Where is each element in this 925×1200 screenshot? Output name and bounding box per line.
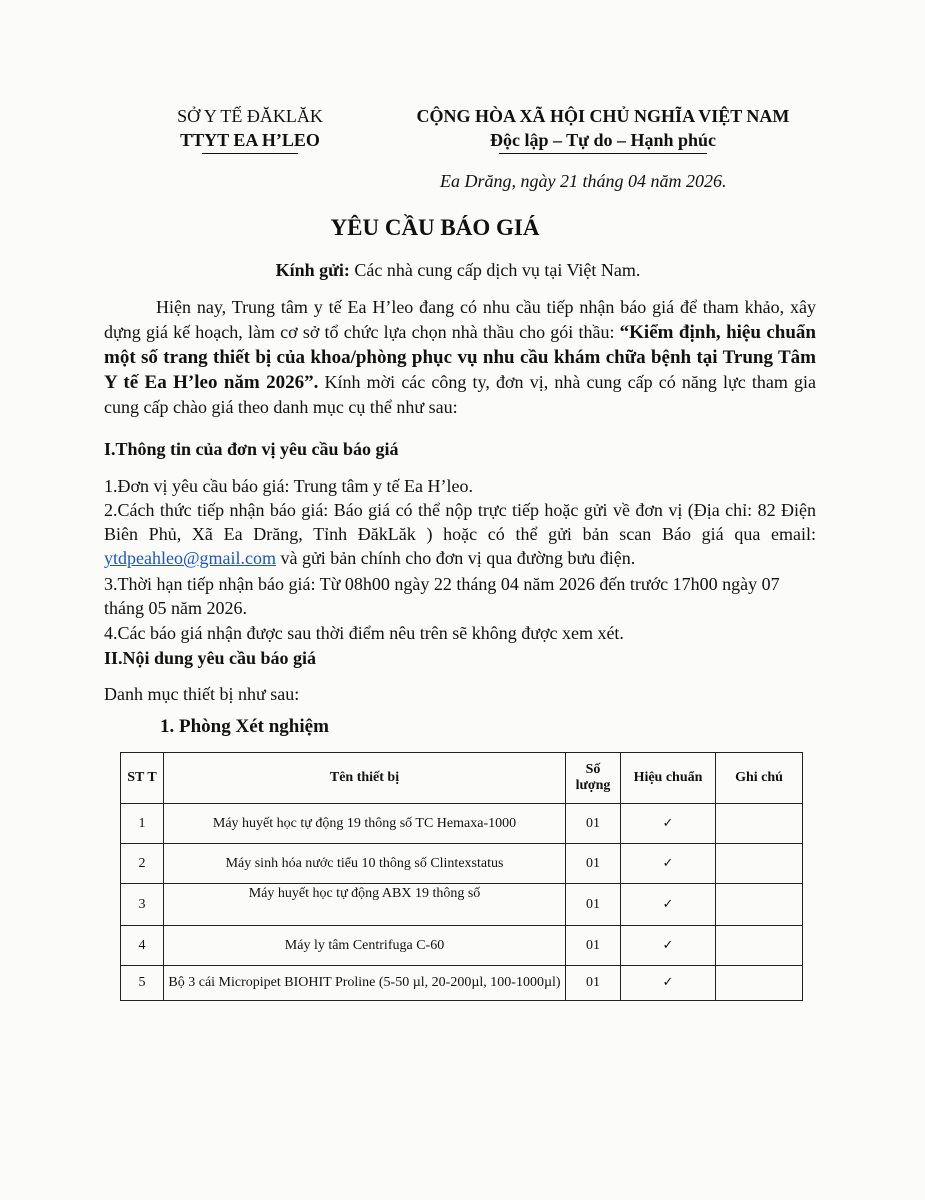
row-qty: 01 — [566, 926, 621, 966]
table-row — [121, 926, 803, 966]
addressee-label: Kính gửi: — [275, 260, 350, 280]
issuer-underline — [202, 153, 298, 154]
row-name: Máy ly tâm Centrifuga C-60 — [164, 926, 566, 966]
row-note — [716, 804, 803, 844]
row-name: Máy huyết học tự động 19 thông số TC Hemaxa-1000 — [164, 804, 566, 844]
intro-part1: Hiện nay, Trung tâm y tế Ea H’leo đang có nhu cầu tiếp nhận báo giá để tham khảo, xây dựng giá kế hoạch, làm cơ sở tổ chức lựa chọn nhà thầu cho gói thầu: — [104, 297, 816, 342]
row-name: Máy huyết học tự động ABX 19 thông số — [164, 884, 566, 926]
addressee — [0, 260, 916, 281]
row-stt: 1 — [121, 804, 164, 844]
row-stt: 3 — [121, 884, 164, 926]
row-name: Máy sinh hóa nước tiểu 10 thông số Clintexstatus — [164, 844, 566, 884]
document-date: Ea Drăng, ngày 21 tháng 04 năm 2026. — [440, 171, 727, 191]
row-note — [716, 966, 803, 1001]
section1-item3: 3.Thời hạn tiếp nhận báo giá: Từ 08h00 ngày 22 tháng 04 năm 2026 đến trước 17h00 ngày 07 tháng 05 năm 2026. — [104, 574, 780, 618]
col-stt: ST T — [121, 753, 164, 804]
intro-part2: Kính mời các công ty, đơn vị, nhà cung cấp có năng lực tham gia cung cấp chào giá theo danh mục cụ thể như sau: — [104, 372, 816, 417]
col-note: Ghi chú — [716, 753, 803, 804]
item2-tail: và gửi bản chính cho đơn vị qua đường bưu điện. — [276, 548, 636, 568]
issuer-department: SỞ Y TẾ ĐĂKLĂK — [177, 106, 323, 126]
section1-item2 — [104, 498, 816, 570]
section1-heading: I.Thông tin của đơn vị yêu cầu báo giá — [104, 439, 399, 459]
lab-subheading: 1. Phòng Xét nghiệm — [160, 716, 329, 737]
addressee-text: Các nhà cung cấp dịch vụ tại Việt Nam. — [349, 260, 641, 280]
section1-item4: 4.Các báo giá nhận được sau thời điểm nêu trên sẽ không được xem xét. — [104, 623, 624, 643]
national-header — [378, 104, 828, 154]
issuer-center: TTYT EA H’LEO — [180, 130, 320, 150]
row-qty: 01 — [566, 884, 621, 926]
row-note — [716, 884, 803, 926]
row-qty: 01 — [566, 804, 621, 844]
package-name: “Kiểm định, hiệu chuẩn một số trang thiết bị của khoa/phòng phục vụ nhu cầu khám chữa bệnh tại Trung Tâm Y tế Ea H’leo năm 2026”. — [104, 322, 816, 393]
check-icon: ✓ — [621, 966, 716, 1001]
check-icon: ✓ — [621, 804, 716, 844]
table-row — [121, 804, 803, 844]
section2-intro: Danh mục thiết bị như sau: — [104, 684, 300, 704]
row-name: Bộ 3 cái Micropipet BIOHIT Proline (5-50 µl, 20-200µl, 100-1000µl) — [164, 966, 566, 1001]
item2-text: 2.Cách thức tiếp nhận báo giá: Báo giá có thể nộp trực tiếp hoặc gửi về đơn vị (Địa chỉ: 82 Điện Biên Phủ, Xã Ea Drăng, Tỉnh ĐăkLăk ) hoặc có thể gửi bản scan Báo giá qua email: — [104, 500, 816, 544]
section1-item1: 1.Đơn vị yêu cầu báo giá: Trung tâm y tế Ea H’leo. — [104, 476, 473, 496]
equipment-table — [120, 752, 803, 1001]
intro-paragraph — [104, 295, 816, 420]
col-qty: Số lượng — [566, 753, 621, 804]
national-title: CỘNG HÒA XÃ HỘI CHỦ NGHĨA VIỆT NAM — [416, 106, 790, 126]
row-stt: 2 — [121, 844, 164, 884]
row-stt: 4 — [121, 926, 164, 966]
table-row — [121, 966, 803, 1001]
row-note — [716, 926, 803, 966]
check-icon: ✓ — [621, 884, 716, 926]
document-title: YÊU CẦU BÁO GIÁ — [330, 215, 540, 240]
table-row — [121, 844, 803, 884]
issuer-block — [150, 104, 350, 154]
table-row — [121, 884, 803, 926]
col-name: Tên thiết bị — [164, 753, 566, 804]
col-calibration: Hiệu chuẩn — [621, 753, 716, 804]
row-stt: 5 — [121, 966, 164, 1001]
check-icon: ✓ — [621, 926, 716, 966]
row-qty: 01 — [566, 966, 621, 1001]
national-motto: Độc lập – Tự do – Hạnh phúc — [489, 130, 717, 150]
row-qty: 01 — [566, 844, 621, 884]
check-icon: ✓ — [621, 844, 716, 884]
motto-underline — [499, 153, 707, 154]
section2-heading: II.Nội dung yêu cầu báo giá — [104, 648, 317, 668]
row-note — [716, 844, 803, 884]
table-header-row — [121, 753, 803, 804]
contact-email-link[interactable]: ytdpeahleo@gmail.com — [104, 548, 277, 568]
